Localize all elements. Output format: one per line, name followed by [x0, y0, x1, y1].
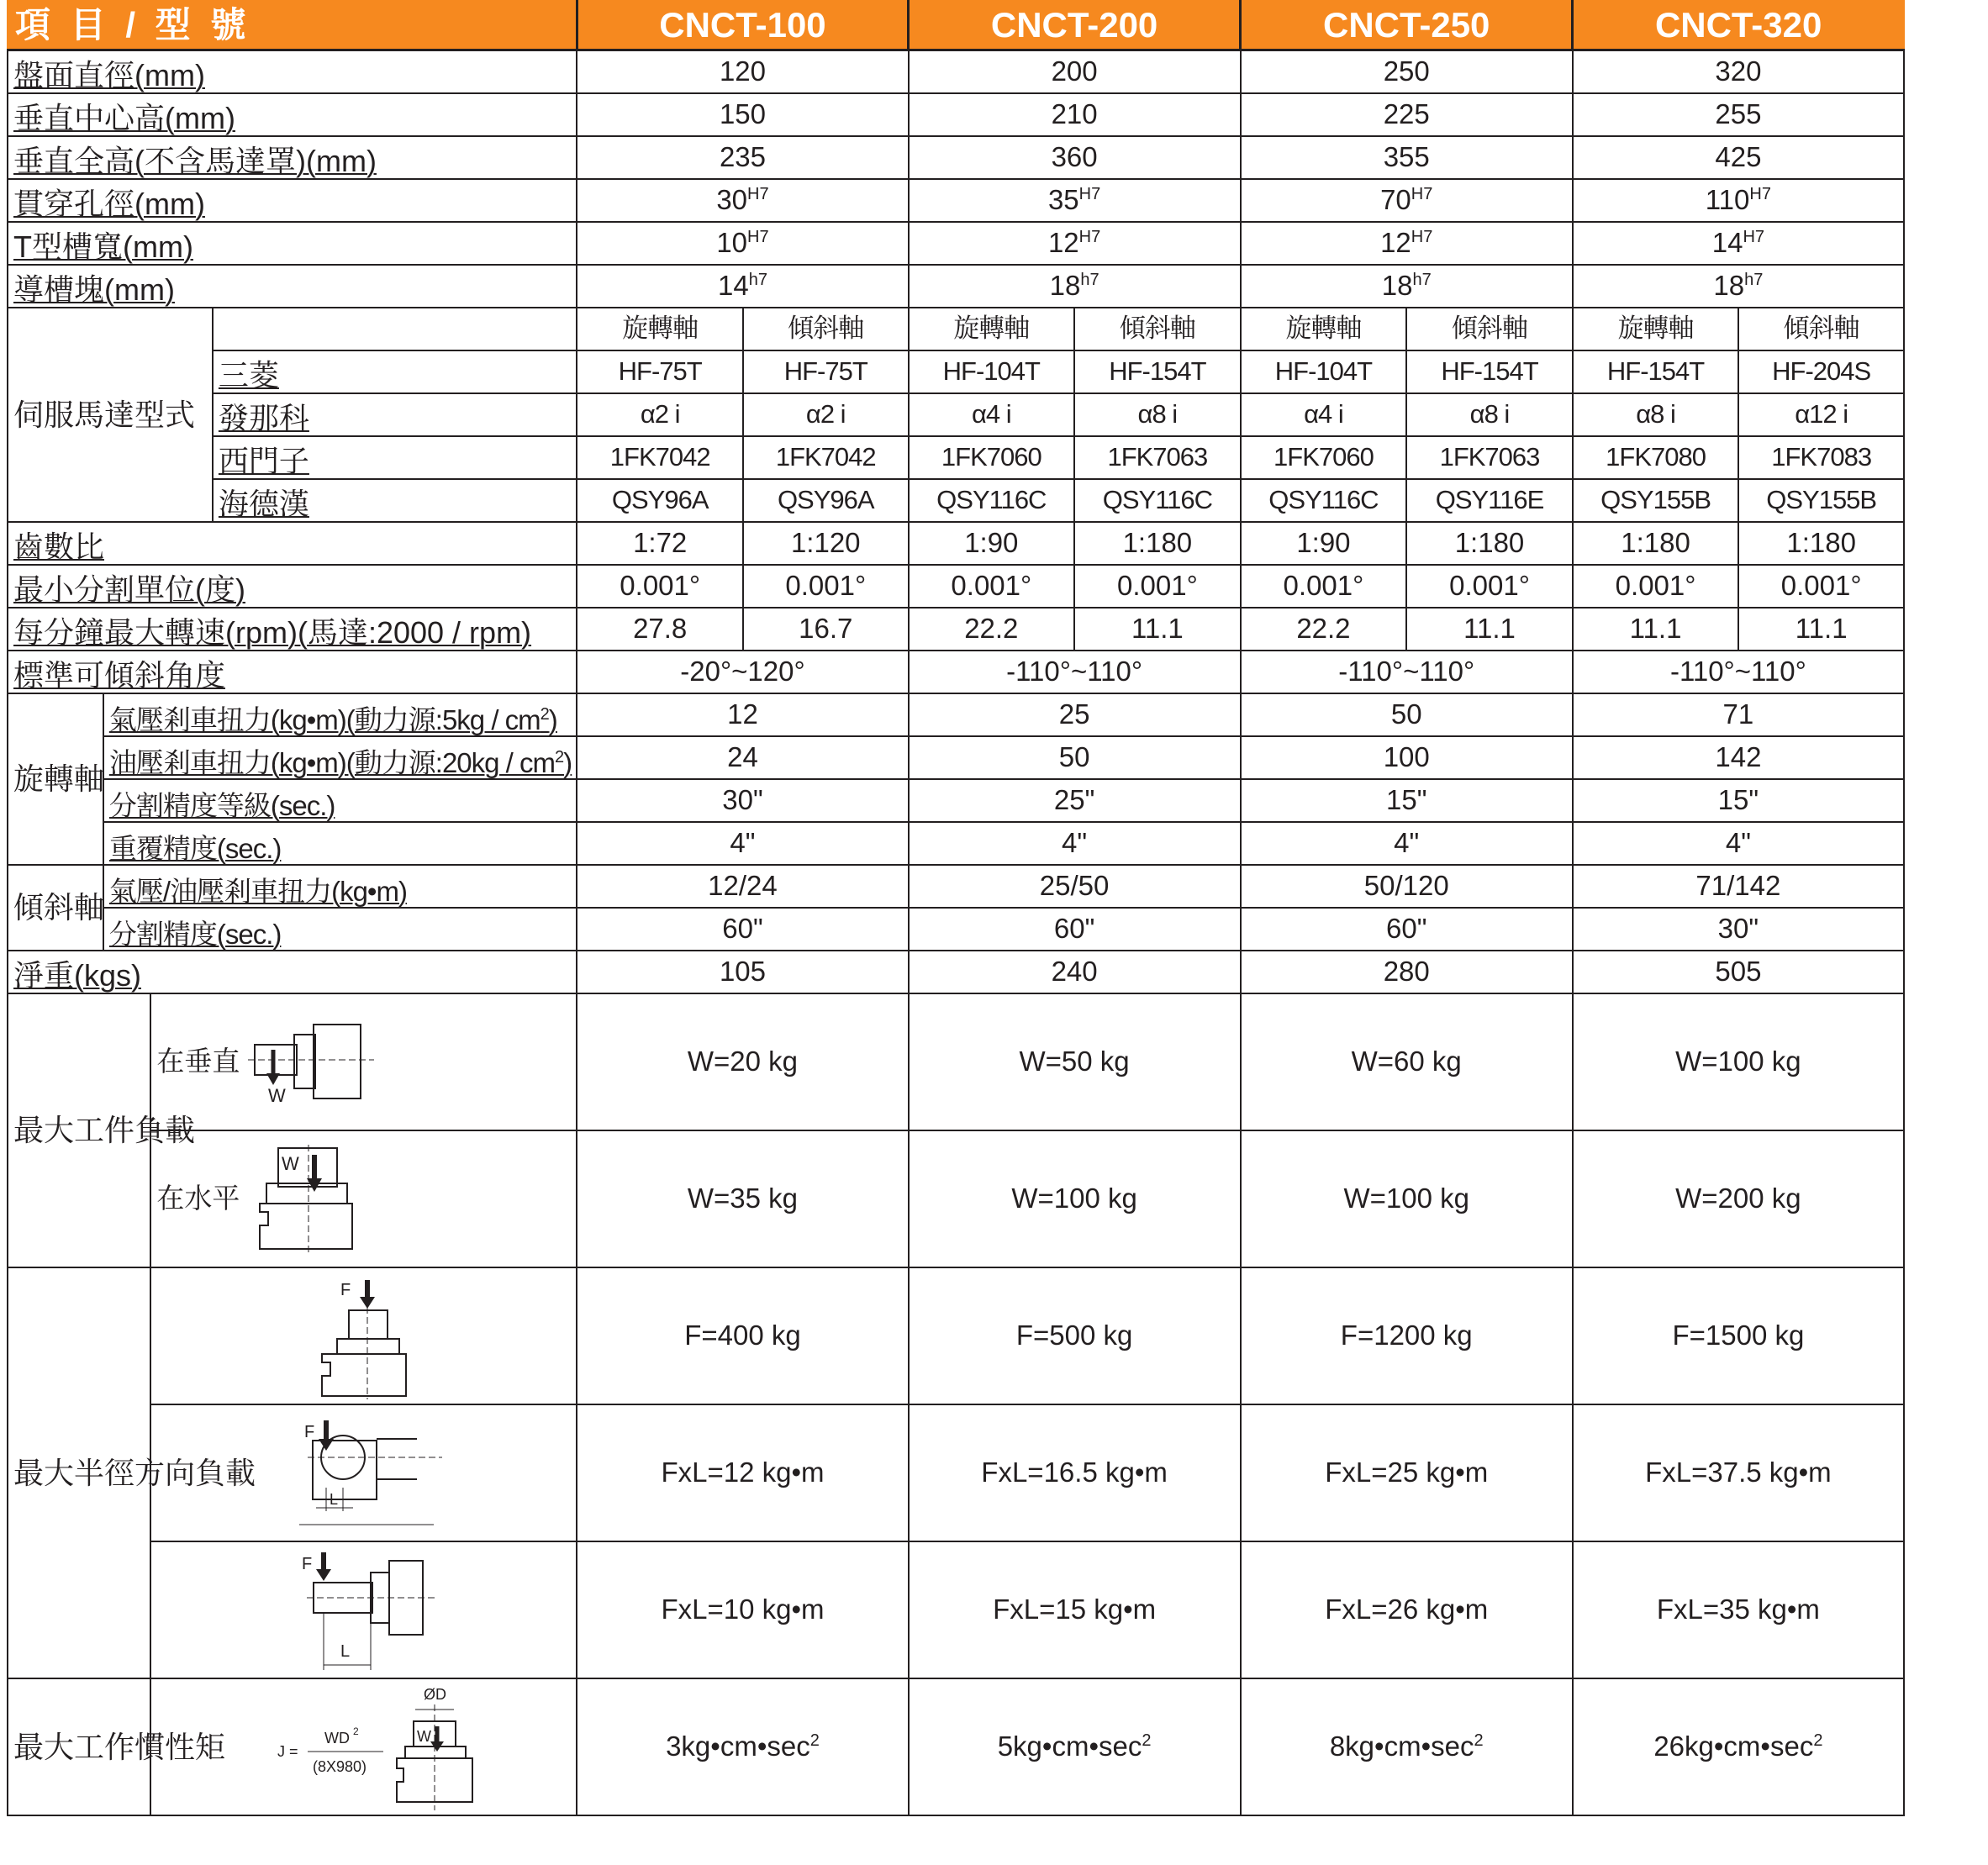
row-guide-block [8, 265, 1904, 308]
cell-value: $30^{H7}$ [577, 179, 908, 222]
row-label: 油壓剎車扭力(kg•m)(動力源:20kg / $cm^2$) [108, 746, 572, 778]
cell-value: HF-104T [909, 350, 1075, 393]
row-t-slot [8, 222, 1904, 265]
cell-value: 30" [577, 779, 908, 822]
cell-value: 1FK7063 [1074, 436, 1241, 479]
max-load-group-label: 最大工件負載 [8, 993, 150, 1267]
cell-value: 4" [1573, 822, 1904, 865]
spec-table [7, 0, 1905, 1816]
cell-value: 25" [909, 779, 1241, 822]
radial-load-group-label: 最大半徑方向負載 [8, 1267, 150, 1678]
cell-value: 1FK7042 [577, 436, 743, 479]
cell-value: 60" [1241, 908, 1573, 951]
cell-value: W=50 kg [909, 993, 1241, 1130]
cell-value: 320 [1573, 50, 1904, 94]
row-through-hole [8, 179, 1904, 222]
cell-value: QSY116C [909, 479, 1075, 522]
cell-value: F=400 kg [577, 1267, 908, 1404]
cell-value: $26kg•cm•\sec^2$ [1573, 1678, 1904, 1815]
cell-value: 4" [1241, 822, 1573, 865]
cell-value: 60" [909, 908, 1241, 951]
cell-value: 15" [1241, 779, 1573, 822]
cell-value: $70^{H7}$ [1241, 179, 1573, 222]
diagram-letter: L [340, 1641, 350, 1661]
row-label: 最小分割單位(度) [13, 572, 245, 608]
cell-value: FxL=26 kg•m [1241, 1541, 1573, 1678]
inertia-formula-diagram-icon [257, 1684, 476, 1810]
load-orientation-label: 在垂直 [156, 1046, 240, 1077]
cell-value: 1:90 [909, 522, 1075, 565]
cell-value: -20°~120° [577, 651, 908, 693]
cell-value: FxL=25 kg•m [1241, 1404, 1573, 1541]
row-max-inertia [8, 1678, 1904, 1815]
cell-value: 1:120 [743, 522, 909, 565]
cell-value: $8kg•cm•\sec^2$ [1241, 1678, 1573, 1815]
row-net-weight [8, 951, 1904, 993]
row-servo-brand [8, 436, 1904, 479]
row-label: 氣壓剎車扭力(kg•m)(動力源:5kg / $cm^2$) [108, 703, 557, 735]
axis-header: 旋轉軸 [577, 308, 743, 350]
cell-value: 505 [1573, 951, 1904, 993]
cell-value: 12 [577, 693, 908, 736]
cell-value: 4" [909, 822, 1241, 865]
cell-value: 11.1 [1738, 608, 1904, 651]
cell-value: $14^{h7}$ [577, 265, 908, 308]
cell-value: α2 i [577, 393, 743, 436]
cell-value: 1FK7063 [1406, 436, 1573, 479]
cell-value: $12^{H7}$ [909, 222, 1241, 265]
model-header: CNCT-320 [1573, 1, 1904, 50]
cell-value: 25/50 [909, 865, 1241, 908]
cell-value: 50 [909, 736, 1241, 779]
cell-value: α8 i [1573, 393, 1739, 436]
row-rotary [8, 822, 1904, 865]
diagram-letter: W [282, 1152, 300, 1174]
cell-value: 240 [909, 951, 1241, 993]
row-servo-axis-headers [8, 308, 1904, 350]
row-max-load-vertical [8, 993, 1904, 1130]
diagram-letter: F [301, 1554, 313, 1573]
cell-value: α4 i [909, 393, 1075, 436]
row-label: 分割精度(sec.) [108, 918, 282, 950]
cell-value: 425 [1573, 136, 1904, 179]
cell-value: FxL=37.5 kg•m [1573, 1404, 1904, 1541]
cell-value: 0.001° [1241, 565, 1407, 608]
cell-value: 1FK7080 [1573, 436, 1739, 479]
row-max-speed [8, 608, 1904, 651]
row-label: 氣壓/油壓剎車扭力(kg•m) [108, 875, 407, 907]
cell-value: FxL=15 kg•m [909, 1541, 1241, 1678]
cell-value: 0.001° [743, 565, 909, 608]
cell-value: -110°~110° [1241, 651, 1573, 693]
diagram-letter: L [329, 1490, 338, 1508]
cell-value: QSY96A [577, 479, 743, 522]
cell-value: α8 i [1074, 393, 1241, 436]
cell-value: QSY155B [1573, 479, 1739, 522]
cell-value: $110^{H7}$ [1573, 179, 1904, 222]
cell-value: 1FK7083 [1738, 436, 1904, 479]
cell-value: $18^{h7}$ [1573, 265, 1904, 308]
cell-value: 355 [1241, 136, 1573, 179]
cell-value: $18^{h7}$ [909, 265, 1241, 308]
cell-value: QSY116C [1241, 479, 1407, 522]
cell-value: 22.2 [1241, 608, 1407, 651]
row-label: 淨重(kgs) [13, 958, 141, 993]
cell-value: 1:180 [1074, 522, 1241, 565]
row-label: 重覆精度(sec.) [108, 832, 282, 864]
cell-value: α12 i [1738, 393, 1904, 436]
cell-value: HF-75T [577, 350, 743, 393]
axis-header: 旋轉軸 [909, 308, 1075, 350]
cell-value: 4" [577, 822, 908, 865]
cell-value: $18^{h7}$ [1241, 265, 1573, 308]
row-label: T型槽寬(mm) [13, 229, 193, 265]
cell-value: 0.001° [577, 565, 743, 608]
cell-value: -110°~110° [909, 651, 1241, 693]
model-header: CNCT-250 [1241, 1, 1573, 50]
cell-value: 16.7 [743, 608, 909, 651]
cell-value: 250 [1241, 50, 1573, 94]
cell-value: 1FK7042 [743, 436, 909, 479]
row-total-height [8, 136, 1904, 179]
brand-header-blank [213, 308, 577, 350]
diagram-letter: F [303, 1422, 315, 1441]
cell-value: $10^{H7}$ [577, 222, 908, 265]
cell-value: 1FK7060 [1241, 436, 1407, 479]
row-label: 垂直中心高(mm) [13, 101, 235, 136]
cell-value: 235 [577, 136, 908, 179]
row-rotary [8, 736, 1904, 779]
axis-header: 傾斜軸 [1074, 308, 1241, 350]
cell-value: 280 [1241, 951, 1573, 993]
cell-value: 1:90 [1241, 522, 1407, 565]
cell-value: FxL=35 kg•m [1573, 1541, 1904, 1678]
cell-value: 100 [1241, 736, 1573, 779]
cell-value: 30" [1573, 908, 1904, 951]
cell-value: F=500 kg [909, 1267, 1241, 1404]
cell-value: -110°~110° [1573, 651, 1904, 693]
brand-label: 西門子 [218, 444, 309, 479]
cell-value: QSY155B [1738, 479, 1904, 522]
cell-value: 225 [1241, 93, 1573, 136]
row-label: 垂直全高(不含馬達罩)(mm) [13, 144, 377, 179]
cell-value: W=100 kg [1573, 993, 1904, 1130]
row-tilt-angle [8, 651, 1904, 693]
diagram-letter: F [340, 1280, 351, 1299]
cell-value: QSY116E [1406, 479, 1573, 522]
cell-value: 105 [577, 951, 908, 993]
cell-value: W=200 kg [1573, 1130, 1904, 1267]
cell-value: 50/120 [1241, 865, 1573, 908]
cell-value: 360 [909, 136, 1241, 179]
row-label: 導槽塊(mm) [13, 272, 175, 308]
cell-value: 25 [909, 693, 1241, 736]
cell-value: FxL=12 kg•m [577, 1404, 908, 1541]
row-rotary [8, 693, 1904, 736]
cell-value: 1:72 [577, 522, 743, 565]
tilt-group-label: 傾斜軸 [8, 865, 103, 951]
cell-value: 27.8 [577, 608, 743, 651]
axis-header: 傾斜軸 [1738, 308, 1904, 350]
header-row [8, 1, 1904, 50]
row-radial-load [8, 1541, 1904, 1678]
cell-value: F=1200 kg [1241, 1267, 1573, 1404]
cell-value: α4 i [1241, 393, 1407, 436]
cell-value: W=100 kg [909, 1130, 1241, 1267]
cell-value: HF-154T [1406, 350, 1573, 393]
cell-value: FxL=16.5 kg•m [909, 1404, 1241, 1541]
cell-value: 0.001° [1573, 565, 1739, 608]
axis-header: 傾斜軸 [743, 308, 909, 350]
load-orientation-label: 在水平 [156, 1183, 240, 1214]
cell-value: 255 [1573, 93, 1904, 136]
cell-value: 15" [1573, 779, 1904, 822]
cell-value: $12^{H7}$ [1241, 222, 1573, 265]
cell-value: 0.001° [1074, 565, 1241, 608]
row-max-load-horizontal [8, 1130, 1904, 1267]
cell-value: HF-154T [1074, 350, 1241, 393]
row-label: 標準可傾斜角度 [13, 658, 226, 693]
cell-value: 0.001° [1738, 565, 1904, 608]
cell-value: HF-104T [1241, 350, 1407, 393]
cell-value: 200 [909, 50, 1241, 94]
cell-value: W=100 kg [1241, 1130, 1573, 1267]
cell-value: 1:180 [1406, 522, 1573, 565]
row-table-dia [8, 50, 1904, 94]
tilt-moment-diagram-icon [295, 1547, 438, 1673]
cell-value: HF-154T [1573, 350, 1739, 393]
row-label: 貫穿孔徑(mm) [13, 187, 205, 222]
cell-value: $3kg•cm•\sec^2$ [577, 1678, 908, 1815]
cell-value: 24 [577, 736, 908, 779]
row-gear-ratio [8, 522, 1904, 565]
vertical-load-diagram-icon [248, 1016, 374, 1109]
row-label: 盤面直徑(mm) [13, 58, 205, 93]
brand-label: 三菱 [218, 358, 279, 393]
brand-label: 海德漢 [218, 487, 309, 522]
cell-value: α2 i [743, 393, 909, 436]
cell-value: 71/142 [1573, 865, 1904, 908]
inertia-group-label: 最大工作慣性矩 [8, 1678, 150, 1815]
formula-lhs: J = [277, 1742, 298, 1760]
servo-group-label: 伺服馬達型式 [8, 308, 213, 522]
cell-value: FxL=10 kg•m [577, 1541, 908, 1678]
cell-value: 142 [1573, 736, 1904, 779]
cell-value: 12/24 [577, 865, 908, 908]
axis-header: 旋轉軸 [1241, 308, 1407, 350]
cell-value: 0.001° [1406, 565, 1573, 608]
radial-moment-diagram-icon [291, 1410, 442, 1536]
cell-value: 71 [1573, 693, 1904, 736]
cell-value: 120 [577, 50, 908, 94]
cell-value: 1FK7060 [909, 436, 1075, 479]
rotary-group-label: 旋轉軸 [8, 693, 103, 865]
model-header: CNCT-100 [577, 1, 908, 50]
spec-sheet [7, 0, 1905, 1816]
cell-value: $5kg•cm•\sec^2$ [909, 1678, 1241, 1815]
model-header: CNCT-200 [909, 1, 1241, 50]
row-label: 分割精度等級(sec.) [108, 789, 335, 821]
formula-num-sup: 2 [352, 1725, 359, 1737]
row-tilt [8, 908, 1904, 951]
cell-value: HF-204S [1738, 350, 1904, 393]
cell-value: W=35 kg [577, 1130, 908, 1267]
row-label: 每分鐘最大轉速(rpm)(馬達:2000 / rpm) [13, 615, 532, 651]
cell-value: 150 [577, 93, 908, 136]
diagram-letter: W [416, 1727, 431, 1745]
row-radial-load [8, 1267, 1904, 1404]
cell-value: HF-75T [743, 350, 909, 393]
row-radial-load [8, 1404, 1904, 1541]
header-item-label: 項 目 / 型 號 [8, 1, 577, 50]
cell-value: W=20 kg [577, 993, 908, 1130]
diagram-letter: W [268, 1084, 287, 1106]
cell-value: 11.1 [1406, 608, 1573, 651]
axis-header: 傾斜軸 [1406, 308, 1573, 350]
cell-value: QSY96A [743, 479, 909, 522]
horizontal-load-diagram-icon [248, 1145, 357, 1254]
cell-value: W=60 kg [1241, 993, 1573, 1130]
cell-value: 0.001° [909, 565, 1075, 608]
formula-denominator: (8X980) [312, 1757, 366, 1775]
cell-value: 60" [577, 908, 908, 951]
cell-value: $35^{H7}$ [909, 179, 1241, 222]
row-servo-brand [8, 393, 1904, 436]
row-label: 齒數比 [13, 529, 105, 565]
cell-value: F=1500 kg [1573, 1267, 1904, 1404]
axial-force-diagram-icon [312, 1273, 421, 1399]
cell-value: QSY116C [1074, 479, 1241, 522]
row-tilt [8, 865, 1904, 908]
row-rotary [8, 779, 1904, 822]
cell-value: 1:180 [1738, 522, 1904, 565]
row-center-height [8, 93, 1904, 136]
cell-value: 1:180 [1573, 522, 1739, 565]
cell-value: α8 i [1406, 393, 1573, 436]
brand-label: 發那科 [218, 401, 309, 436]
cell-value: 11.1 [1074, 608, 1241, 651]
row-servo-brand [8, 479, 1904, 522]
diagram-letter: ØD [423, 1685, 446, 1703]
cell-value: 50 [1241, 693, 1573, 736]
row-min-increment [8, 565, 1904, 608]
cell-value: $14^{H7}$ [1573, 222, 1904, 265]
axis-header: 旋轉軸 [1573, 308, 1739, 350]
formula-numerator: WD [324, 1729, 350, 1746]
cell-value: 22.2 [909, 608, 1075, 651]
row-servo-brand [8, 350, 1904, 393]
cell-value: 210 [909, 93, 1241, 136]
cell-value: 11.1 [1573, 608, 1739, 651]
